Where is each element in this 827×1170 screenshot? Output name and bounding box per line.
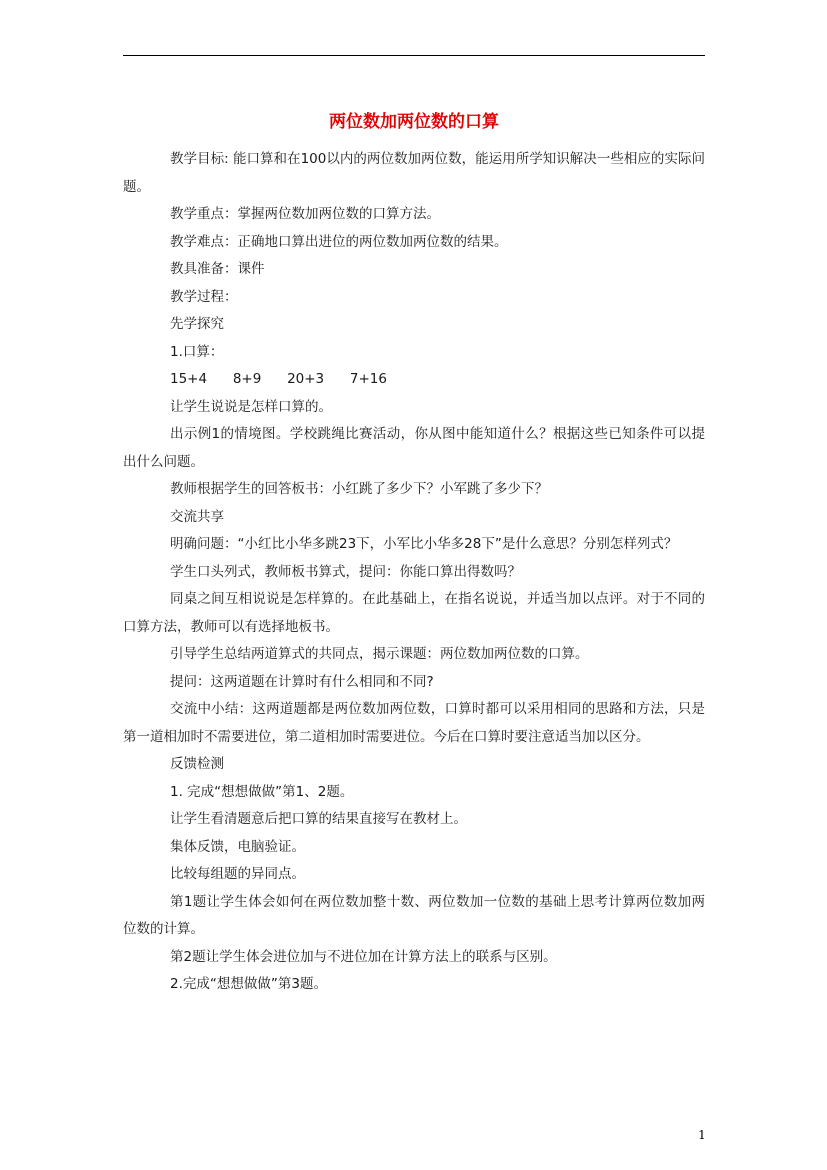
- paragraph: 1.口算：: [170, 343, 224, 360]
- header-rule: [123, 55, 705, 56]
- paragraph: 教师根据学生的回答板书：小红跳了多少下？小军跳了多少下？: [170, 481, 548, 497]
- paragraph: 1. 完成“想想做做”第1、2题。: [170, 783, 354, 800]
- paragraph: 明确问题：“小红比小华多跳23下，小军比小华多28下”是什么意思？分别怎样列式？: [170, 536, 678, 552]
- paragraph: 比较每组题的异同点。: [170, 866, 305, 882]
- document-body: [123, 146, 705, 999]
- paragraph: 提问：这两道题在计算时有什么相同和不同?: [170, 673, 434, 690]
- paragraph: 引导学生总结两道算式的共同点，揭示课题：两位数加两位数的口算。: [170, 646, 589, 662]
- paragraph: 交流中小结：这两道题都是两位数加两位数，口算时都可以采用相同的思路和方法，只是第一道相加时不需要进位，第二道相加时需要进位。今后在口算时要注意适当加以区分。: [123, 701, 705, 745]
- section-heading: 先学探究: [170, 316, 224, 332]
- paragraph: 让学生看清题意后把口算的结果直接写在教材上。: [170, 811, 467, 827]
- document-title: 两位数加两位数的口算: [329, 112, 499, 132]
- paragraph: 教学难点：正确地口算出进位的两位数加两位数的结果。: [170, 233, 508, 250]
- page-number: 1: [698, 1128, 706, 1142]
- section-heading: 反馈检测: [170, 756, 224, 772]
- section-heading: 交流共享: [170, 508, 224, 525]
- paragraph: 第1题让学生体会如何在两位数加整十数、两位数加一位数的基础上思考计算两位数加两位数的计算。: [123, 893, 705, 937]
- paragraph: 学生口头列式，教师板书算式，提问：你能口算出得数吗？: [170, 563, 521, 580]
- paragraph: 教学目标: 能口算和在100以内的两位数加两位数，能运用所学知识解决一些相应的实际问题。: [123, 151, 705, 195]
- paragraph: 第2题让学生体会进位加与不进位加在计算方法上的联系与区别。: [170, 948, 557, 965]
- paragraph: 2.完成“想想做做”第3题。: [170, 976, 327, 992]
- paragraph: 让学生说说是怎样口算的。: [170, 398, 332, 415]
- paragraph: 同桌之间互相说说是怎样算的。在此基础上，在指名说说，并适当加以点评。对于不同的口算方法，教师可以有选择地板书。: [123, 591, 705, 635]
- paragraph: 教学重点：掌握两位数加两位数的口算方法。: [170, 206, 440, 222]
- paragraph: 集体反馈，电脑验证。: [170, 838, 305, 855]
- paragraph: 教具准备：课件: [170, 261, 265, 277]
- paragraph: 教学过程：: [170, 288, 238, 305]
- calculation-list: 15+4 8+9 20+3 7+16: [170, 371, 387, 387]
- paragraph: 出示例1的情境图。学校跳绳比赛活动，你从图中能知道什么？根据这些已知条件可以提出什么问题。: [123, 426, 705, 470]
